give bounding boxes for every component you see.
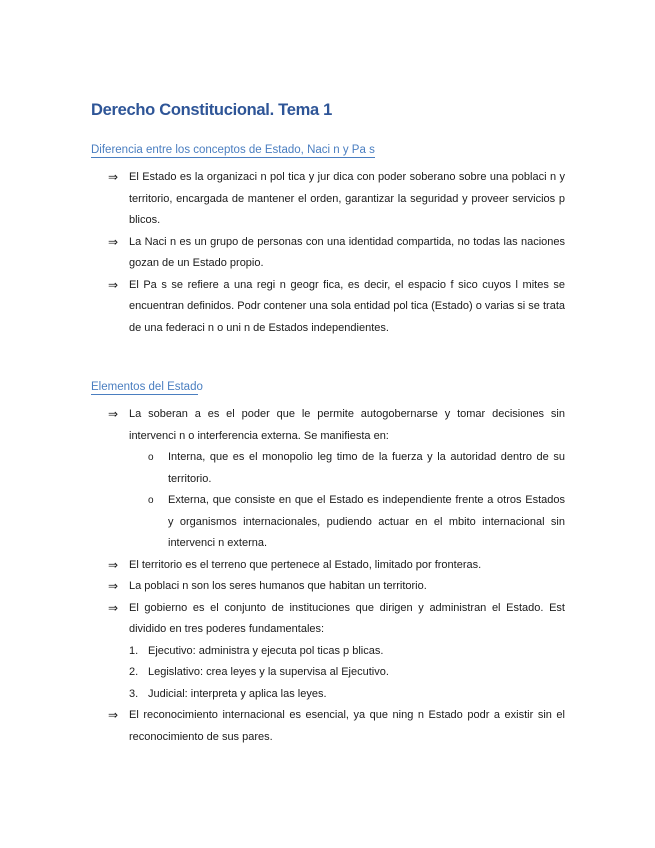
arrow-bullet-icon: ⇒: [108, 557, 119, 572]
circle-bullet-icon: o: [148, 495, 154, 506]
list-item-text: La soberan a es el poder que le permite autogobernarse y tomar decisiones sin intervenci n o interferencia externa. Se manifiesta en:: [129, 408, 565, 442]
item-number: 1.: [129, 644, 139, 657]
item-number: 3.: [129, 687, 139, 700]
circle-bullet-icon: o: [148, 452, 154, 463]
list-item-recognition: [108, 705, 565, 748]
numbered-item: [129, 684, 565, 706]
elements-list: [0, 404, 655, 748]
list-item-sovereignty: [108, 404, 565, 447]
list-item-territory: [108, 555, 565, 577]
arrow-bullet-icon: ⇒: [108, 600, 119, 615]
numbered-item-text: Legislativo: crea leyes y la supervisa al Ejecutivo.: [148, 666, 389, 678]
arrow-bullet-icon: ⇒: [108, 277, 119, 292]
section-heading-elements: Elementos del Estado: [91, 381, 203, 393]
list-item-text: La poblaci n son los seres humanos que habitan un territorio.: [129, 580, 427, 592]
page-title: Derecho Constitucional. Tema 1: [91, 101, 332, 119]
arrow-bullet-icon: ⇒: [108, 708, 119, 722]
list-item-text: El Pa s se refiere a una regi n geogr fica, es decir, el espacio f sico cuyos l mites se encuentran definidos. Podr contener una sola entidad pol tica (Estado) o varias si se trata de una federaci n o uni n de Estados independientes.: [129, 278, 565, 334]
concepts-list: [0, 167, 655, 339]
list-item-text: El Estado es la organizaci n pol tica y jur dica con poder soberano sobre una poblaci n y territorio, encargada de mantener el orden, garantizar la seguridad y proveer servicios p blicos.: [129, 171, 565, 226]
list-item-text: El territorio es el terreno que pertenece al Estado, limitado por fronteras.: [129, 558, 482, 571]
list-item-government: [108, 598, 565, 641]
list-item-text: El gobierno es el conjunto de instituciones que dirigen y administran el Estado. Est dividido en tres poderes fundamentales:: [129, 601, 565, 635]
sub-list-item: [148, 490, 565, 555]
sub-list-item-text: Interna, que es el monopolio leg timo de la fuerza y la autoridad dentro de su territorio.: [168, 451, 565, 485]
numbered-item-text: Ejecutivo: administra y ejecuta pol ticas p blicas.: [148, 644, 384, 657]
list-item-population: [108, 576, 565, 598]
list-item: [108, 232, 565, 275]
item-number: 2.: [129, 666, 139, 678]
section-heading-concepts: Diferencia entre los conceptos de Estado, Naci n y Pa s: [91, 144, 375, 156]
sub-list-item: [148, 447, 565, 490]
numbered-item: [129, 641, 565, 663]
list-item: [108, 167, 565, 232]
list-item-text: La Naci n es un grupo de personas con una identidad compartida, no todas las naciones gozan de un Estado propio.: [129, 235, 565, 269]
numbered-item-text: Judicial: interpreta y aplica las leyes.: [148, 687, 327, 700]
list-item: [108, 275, 565, 340]
arrow-bullet-icon: ⇒: [108, 407, 119, 421]
list-item-text: El reconocimiento internacional es esencial, ya que ning n Estado podr a existir sin el reconocimiento de sus pares.: [129, 709, 565, 743]
arrow-bullet-icon: ⇒: [108, 234, 119, 249]
numbered-item: [129, 662, 565, 684]
sub-list-item-text: Externa, que consiste en que el Estado es independiente frente a otros Estados y organismos internacionales, pudiendo actuar en el mbito internacional sin intervenci n externa.: [168, 494, 565, 549]
arrow-bullet-icon: ⇒: [108, 579, 119, 593]
arrow-bullet-icon: ⇒: [108, 170, 119, 184]
